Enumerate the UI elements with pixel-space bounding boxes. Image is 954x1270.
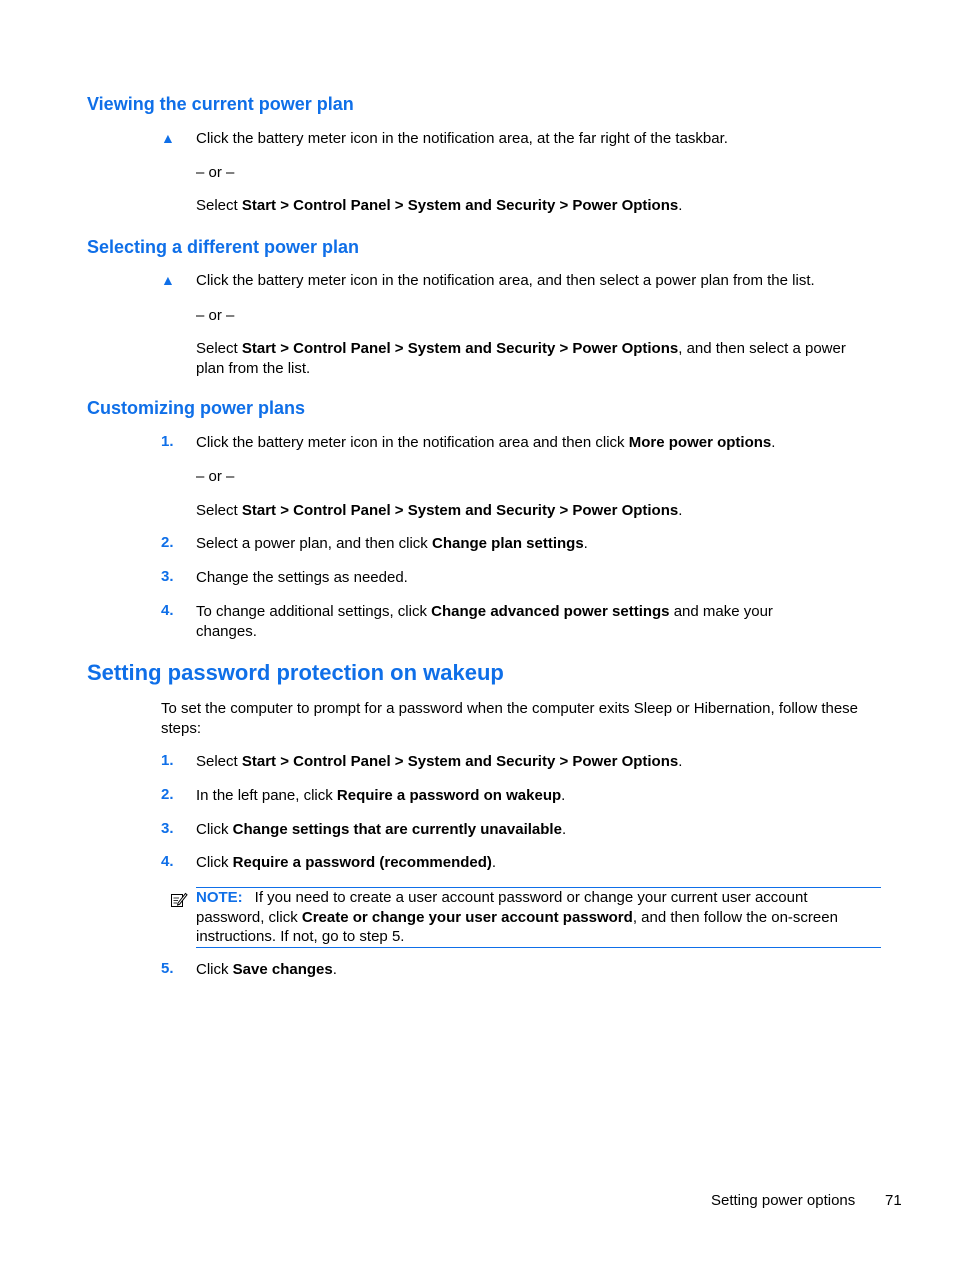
step-prefix: Click [196, 854, 233, 871]
step-bold: Change settings that are currently unavailable [232, 821, 562, 838]
step-bold: Require a password on wakeup [336, 787, 562, 804]
step-number: 1. [161, 752, 174, 769]
step-suffix: . [332, 961, 337, 978]
alt-prefix: Select [196, 197, 242, 214]
heading-password-protection: Setting password protection on wakeup [87, 660, 504, 685]
step-number: 4. [161, 853, 174, 870]
step-suffix: . [678, 753, 683, 770]
step-number: 1. [161, 433, 174, 450]
alt-path: Start > Control Panel > System and Security > Power Options [241, 340, 679, 357]
step-suffix: . [583, 535, 588, 552]
step-prefix: To change additional settings, click [196, 603, 432, 620]
step-number: 2. [161, 534, 174, 551]
customizing-step-4 [196, 602, 836, 641]
note-text [196, 888, 876, 947]
step-bold: Save changes [232, 961, 333, 978]
alt-suffix: . [678, 502, 683, 519]
viewing-step-text: Click the battery meter icon in the notification area, at the far right of the taskbar. [196, 130, 728, 147]
customizing-alt-step [196, 501, 876, 521]
step-number: 5. [161, 960, 174, 977]
heading-customizing-power-plans: Customizing power plans [87, 398, 306, 418]
step-prefix: Click the battery meter icon in the notification area and then click [196, 434, 629, 451]
bullet-triangle-icon: ▲ [161, 272, 175, 288]
step-suffix: . [491, 854, 497, 871]
step-prefix: Select [196, 753, 242, 770]
password-step-1 [196, 752, 876, 772]
viewing-alt-step [196, 196, 876, 216]
selecting-step-text: Click the battery meter icon in the notification area, and then select a power plan from the list. [196, 272, 815, 289]
step-bold: Change plan settings [431, 535, 584, 552]
step-number: 2. [161, 786, 174, 803]
footer-section-title: Setting power options [711, 1192, 856, 1209]
customizing-step-2 [196, 534, 876, 554]
alt-suffix: , and then select a power plan from the list. [196, 340, 846, 377]
step-bold: More power options [628, 434, 772, 451]
alt-suffix: . [678, 197, 683, 214]
footer-page-number: 71 [885, 1192, 902, 1209]
step-prefix: In the left pane, click [196, 787, 337, 804]
note-prefix: If you need to create a user account password or change your current user account password, click [196, 889, 808, 926]
password-step-4 [196, 853, 876, 873]
customizing-step-3 [196, 568, 876, 588]
note-pencil-icon [170, 891, 188, 909]
viewing-or-separator: – or – [196, 164, 235, 181]
selecting-alt-step [196, 339, 856, 378]
step-number: 3. [161, 568, 174, 585]
note-suffix: , and then follow the on-screen instructions. If not, go to step 5. [196, 908, 838, 945]
heading-selecting-power-plan: Selecting a different power plan [87, 237, 360, 257]
step-bold: Change advanced power settings [431, 603, 670, 620]
alt-prefix: Select [196, 502, 242, 519]
step-number: 3. [161, 820, 174, 837]
step-prefix: Click [196, 961, 233, 978]
note-box [196, 887, 881, 948]
step-suffix: . [561, 787, 566, 804]
selecting-or-separator: – or – [196, 307, 235, 324]
step-suffix: and make your changes. [196, 603, 773, 640]
alt-prefix: Select [196, 340, 242, 357]
password-step-5 [196, 960, 876, 980]
step-suffix: . [561, 821, 567, 838]
password-step-2 [196, 786, 876, 806]
password-step-3 [196, 820, 876, 840]
step-bold: Start > Control Panel > System and Security > Power Options [241, 753, 679, 770]
alt-path: Start > Control Panel > System and Security > Power Options [241, 197, 679, 214]
step-prefix: Select a power plan, and then click [196, 535, 432, 552]
step-number: 4. [161, 602, 174, 619]
customizing-or-separator: – or – [196, 468, 235, 485]
step-prefix: Click [196, 821, 233, 838]
step-bold: Require a password (recommended) [232, 854, 492, 871]
password-intro: To set the computer to prompt for a password when the computer exits Sleep or Hibernation, follow these steps: [161, 700, 859, 737]
note-label: NOTE: [196, 889, 243, 906]
step-prefix: Change the settings as needed. [196, 569, 408, 586]
heading-viewing-power-plan: Viewing the current power plan [87, 94, 354, 114]
step-suffix: . [771, 434, 776, 451]
alt-path: Start > Control Panel > System and Security > Power Options [241, 502, 679, 519]
bullet-triangle-icon: ▲ [161, 130, 175, 146]
customizing-step-1 [196, 433, 876, 453]
note-bold: Create or change your user account password [301, 908, 633, 926]
